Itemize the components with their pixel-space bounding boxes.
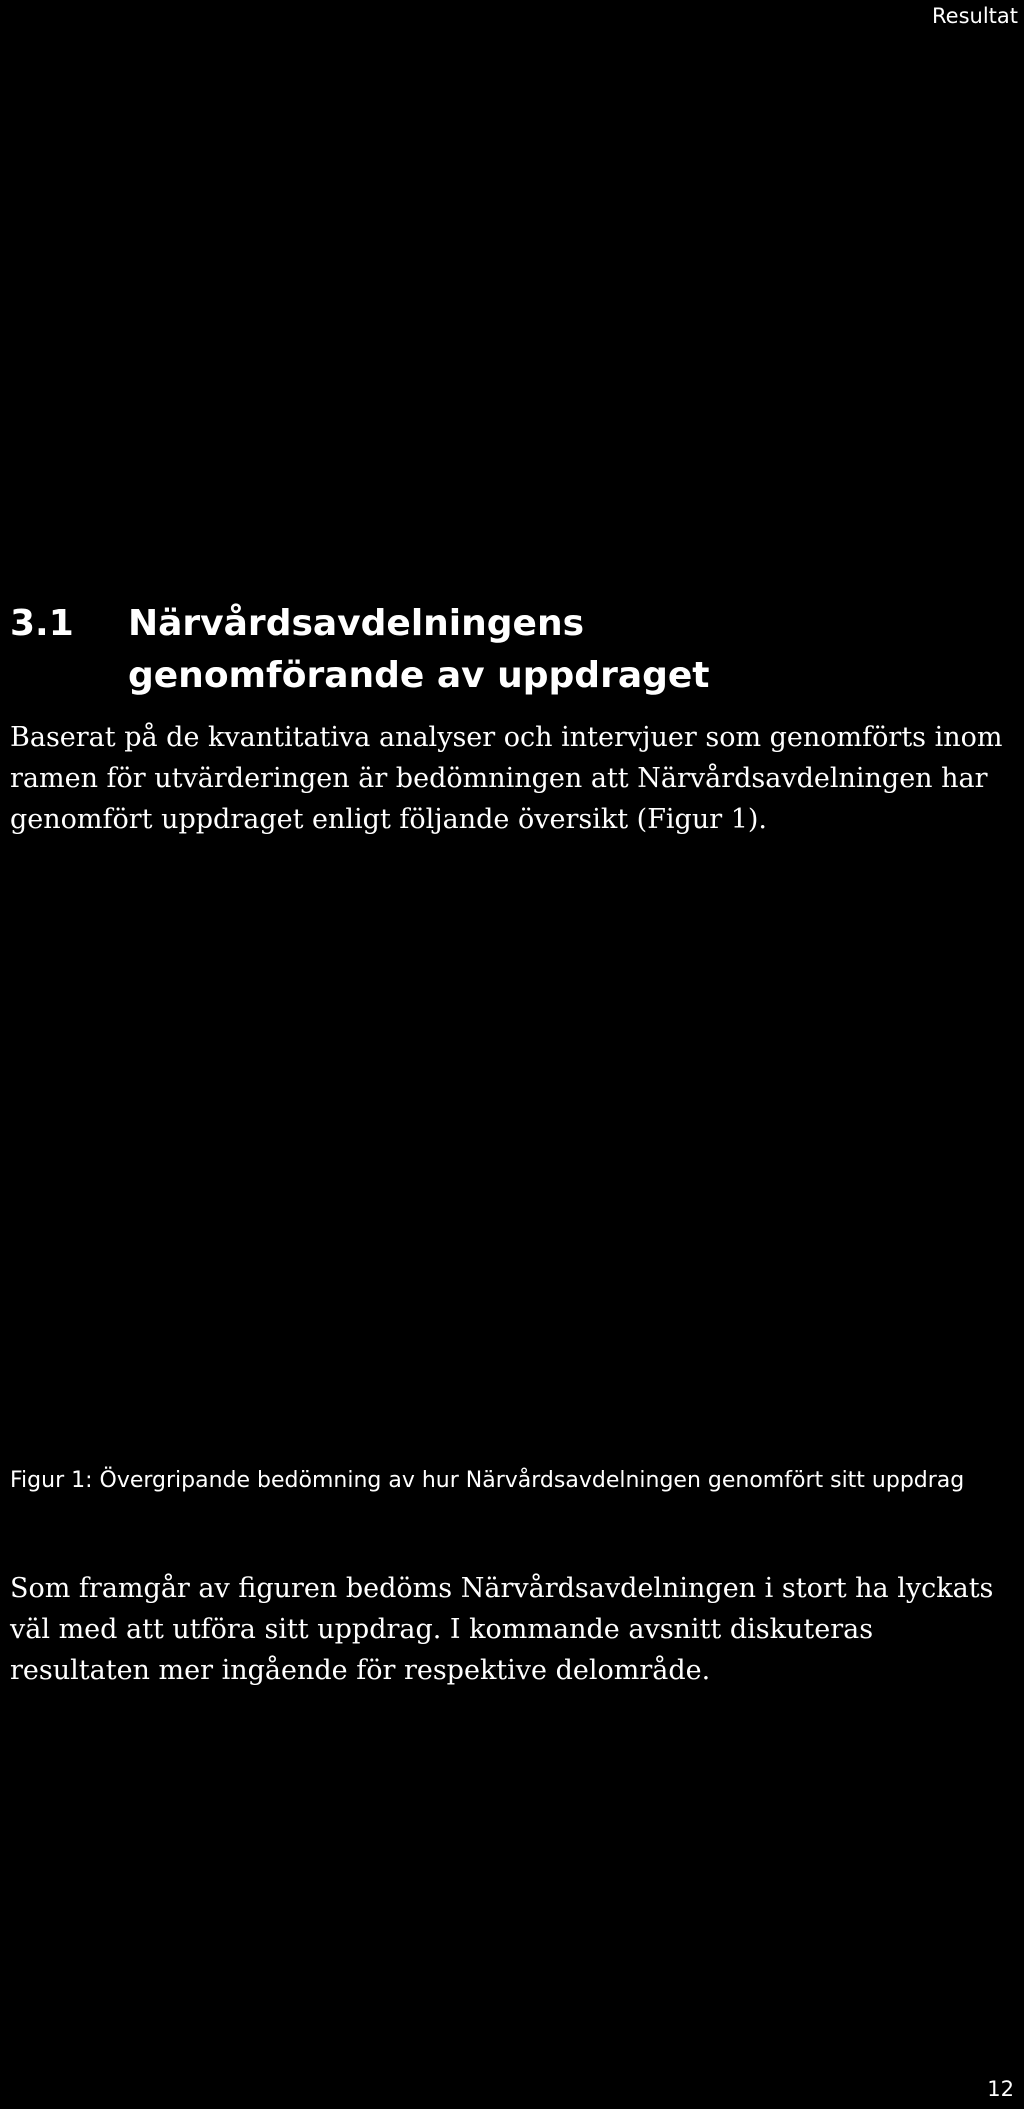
conclusion-paragraph: Som framgår av figuren bedöms Närvårdsavdelningen i stort ha lyckats väl med att utföra sitt uppdrag. I kommande avsnitt diskuteras resultaten mer ingående för respektive delområde. <box>10 1573 994 1686</box>
figure-caption: Figur 1: Övergripande bedömning av hur Närvårdsavdelningen genomfört sitt uppdrag <box>10 1468 965 1493</box>
section-heading <box>10 598 1010 702</box>
section-title: Närvårdsavdelningens genomförande av uppdraget <box>128 603 710 696</box>
section-number: 3.1 <box>10 603 74 644</box>
running-header: Resultat <box>932 4 1018 28</box>
page-number: 12 <box>987 2077 1014 2101</box>
intro-paragraph: Baserat på de kvantitativa analyser och intervjuer som genomförts inom ramen för utvärderingen är bedömningen att Närvårdsavdelningen har genomfört uppdraget enligt följande översikt (Figur 1). <box>10 722 1003 835</box>
figure-placeholder <box>10 880 1010 1440</box>
